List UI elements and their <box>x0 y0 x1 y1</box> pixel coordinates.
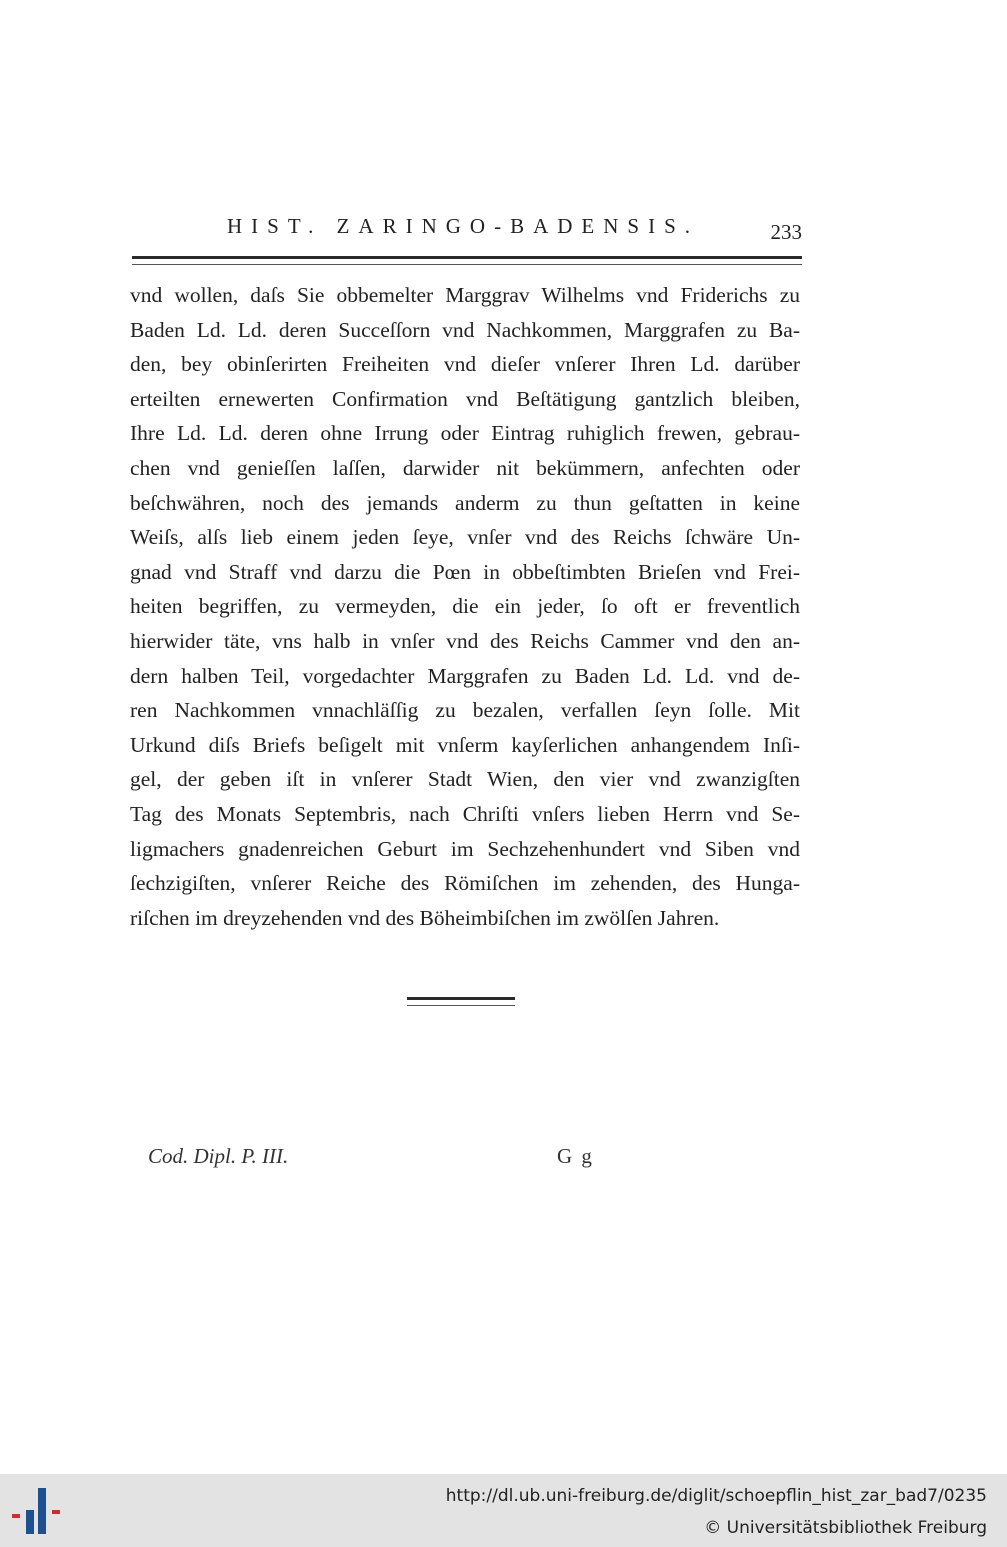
text-line: hierwider täte, vns halb in vnſer vnd des Reichs Cammer vnd den an- <box>130 628 800 653</box>
footer-source: Cod. Dipl. P. III. <box>148 1144 289 1168</box>
text-line: gel, der geben iſt in vnſerer Stadt Wien, den vier vnd zwanzigſten <box>130 767 800 792</box>
text-line: Ihre Ld. Ld. deren ohne Irrung oder Eintrag ruhiglich frewen, gebrau- <box>130 421 800 446</box>
page-number: 233 <box>770 220 802 244</box>
text-line: chen vnd genieſſen laſſen, darwider nit bekümmern, anfechten oder <box>130 455 800 480</box>
text-line: beſchwähren, noch des jemands anderm zu thun geſtatten in keine <box>130 490 800 515</box>
text-line: den, bey obinſerirten Freiheiten vnd dieſer vnſerer Ihren Ld. darüber <box>130 352 800 377</box>
text-line: gnad vnd Straff vnd darzu die Pœn in obbeſtimbten Brieſen vnd Frei- <box>130 559 800 584</box>
viewer-footer-bar <box>0 1474 1007 1547</box>
text-line: Weiſs, alſs lieb einem jeden ſeye, vnſer vnd des Reichs ſchwäre Un- <box>130 525 800 550</box>
text-line: Urkund diſs Briefs beſigelt mit vnſerm kayſerlichen anhangendem Inſi- <box>130 732 800 757</box>
body-text <box>130 278 800 935</box>
running-title: HIST. ZARINGO-BADENSIS. <box>227 214 700 238</box>
copyright-notice: © Universitätsbibliothek Freiburg <box>704 1518 987 1538</box>
end-ornament-rule <box>407 997 515 1006</box>
text-line: ligmachers gnadenreichen Geburt im Sechzehenhundert vnd Siben vnd <box>130 836 800 861</box>
text-line: vnd wollen, daſs Sie obbemelter Marggrav Wilhelms vnd Friderichs zu <box>130 283 800 307</box>
permalink-url[interactable]: http://dl.ub.uni-freiburg.de/diglit/schoepflin_hist_zar_bad7/0235 <box>445 1486 987 1506</box>
text-line: heiten begriffen, zu vermeyden, die ein jeder, ſo oft er freventlich <box>130 594 800 619</box>
running-head <box>132 214 804 244</box>
text-line: Baden Ld. Ld. deren Succeſſorn vnd Nachkommen, Marggrafen zu Ba- <box>130 317 800 342</box>
text-line: dern halben Teil, vorgedachter Marggrafen zu Baden Ld. Ld. vnd de- <box>130 663 800 688</box>
signature-mark: G g <box>557 1144 594 1168</box>
text-line: riſchen im dreyzehenden vnd des Böheimbiſchen im zwölſen Jahren. <box>130 905 720 930</box>
university-logo-icon <box>12 1488 64 1536</box>
text-line: Tag des Monats Septembris, nach Chriſti vnſers lieben Herrn vnd Se- <box>130 801 800 826</box>
text-line: erteilten ernewerten Confirmation vnd Beſtätigung gantzlich bleiben, <box>130 386 800 411</box>
text-line: ſechzigiſten, vnſerer Reiche des Römiſchen im zehenden, des Hunga- <box>130 871 800 896</box>
text-line: ren Nachkommen vnnachläſſig zu bezalen, verfallen ſeyn ſolle. Mit <box>130 698 800 723</box>
header-rule <box>132 256 802 265</box>
